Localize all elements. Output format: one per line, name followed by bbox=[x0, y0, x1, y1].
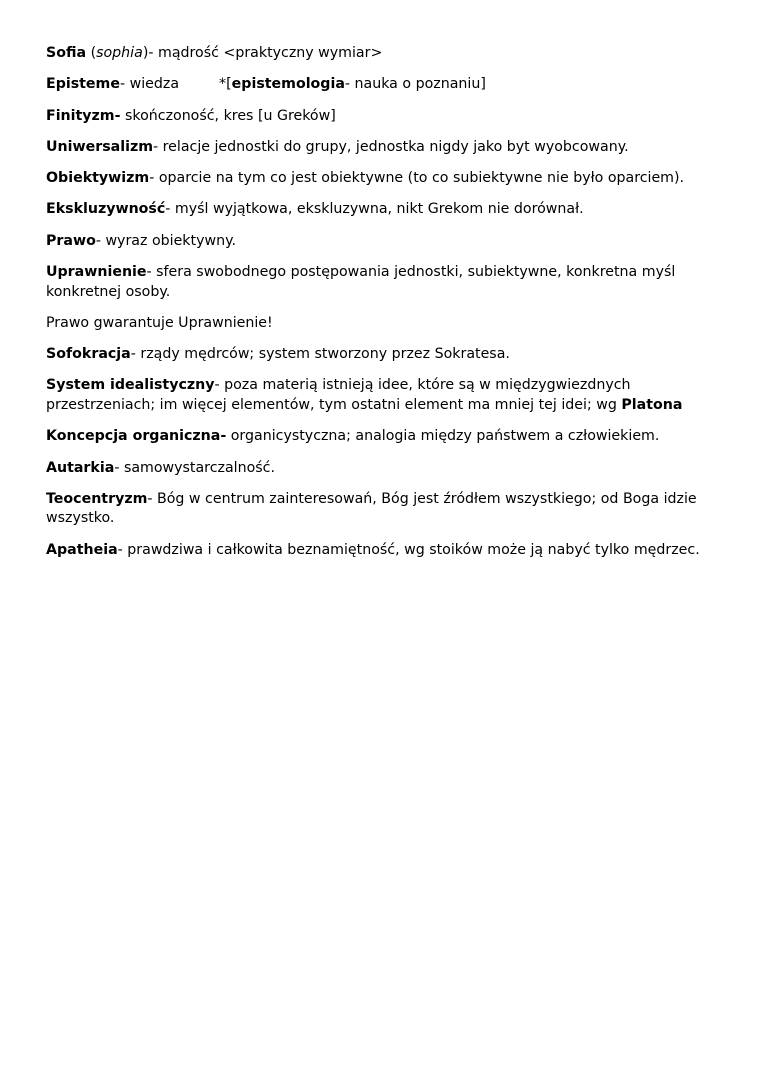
term: Koncepcja organiczna- bbox=[46, 428, 227, 445]
term: Prawo bbox=[46, 232, 96, 249]
entry-ekskluzywnosc bbox=[46, 200, 718, 220]
term: Uprawnienie bbox=[46, 264, 147, 281]
definition: - myśl wyjątkowa, ekskluzywna, nikt Grekom nie dorównał. bbox=[165, 201, 584, 218]
definition: - sfera swobodnego postępowania jednostki, subiektywne, konkretna myśl konkretnej osoby. bbox=[46, 264, 676, 300]
paren-close: ) bbox=[142, 45, 149, 61]
note-prefix: *[ bbox=[219, 76, 232, 93]
paren-open: ( bbox=[86, 45, 97, 61]
definition: - samowystarczalność. bbox=[114, 459, 275, 476]
term: Sofokracja bbox=[46, 346, 131, 363]
note-term: epistemologia bbox=[231, 76, 345, 93]
term: Sofia bbox=[46, 45, 87, 61]
definition: - poza materią istnieją idee, które są w międzygwiezdnych przestrzeniach; im więcej elementów, tym ostatni element ma mniej tej idei; wg bbox=[46, 377, 631, 413]
plain-text: Prawo gwarantuje Uprawnienie! bbox=[46, 314, 273, 331]
definition: skończoność, kres [u Greków] bbox=[120, 107, 336, 124]
term: Obiektywizm bbox=[46, 170, 150, 187]
entry-sofokracja bbox=[46, 345, 718, 365]
definition: - mądrość <praktyczny wymiar> bbox=[148, 45, 383, 61]
term: Uniwersalizm bbox=[46, 138, 153, 155]
term: Autarkia bbox=[46, 459, 115, 476]
entry-koncepcja-organiczna bbox=[46, 427, 718, 447]
definition: - Bóg w centrum zainteresowań, Bóg jest źródłem wszystkiego; od Boga idzie wszystko. bbox=[46, 490, 697, 527]
term: Teocentryzm bbox=[46, 490, 148, 507]
definition: - oparcie na tym co jest obiektywne (to co subiektywne nie było oparciem). bbox=[149, 170, 685, 187]
term: Finityzm- bbox=[46, 107, 121, 124]
definition: - relacje jednostki do grupy, jednostka nigdy jako byt wyobcowany. bbox=[153, 138, 629, 155]
entry-uprawnienie bbox=[46, 263, 718, 302]
entry-teocentryzm bbox=[46, 490, 718, 529]
definition: - prawdziwa i całkowita beznamiętność, wg stoików może ją nabyć tylko mędrzec. bbox=[117, 541, 700, 558]
entry-apatheia bbox=[46, 541, 718, 561]
term: Episteme bbox=[46, 76, 120, 93]
definition: - wiedza bbox=[119, 76, 180, 93]
term: Ekskluzywność bbox=[46, 201, 166, 218]
entry-episteme bbox=[46, 75, 718, 95]
trailing-bold: Platona bbox=[621, 396, 683, 413]
entry-finityzm bbox=[46, 107, 718, 127]
definition: - rządy mędrców; system stworzony przez Sokratesa. bbox=[130, 346, 510, 363]
term-italic: sophia bbox=[96, 45, 143, 61]
document-page bbox=[46, 44, 718, 572]
term: Apatheia bbox=[46, 541, 118, 558]
note-definition: - nauka o poznaniu] bbox=[344, 76, 486, 93]
definition: - wyraz obiektywny. bbox=[95, 232, 236, 249]
entry-prawo bbox=[46, 232, 718, 252]
entry-uniwersalizm bbox=[46, 138, 718, 158]
entry-system-idealistyczny bbox=[46, 376, 718, 415]
entry-obiektywizm bbox=[46, 169, 718, 189]
entry-prawo-gwarantuje bbox=[46, 314, 718, 334]
definition: organicystyczna; analogia między państwem a człowiekiem. bbox=[226, 428, 660, 445]
entry-autarkia bbox=[46, 459, 718, 479]
term: System idealistyczny bbox=[46, 377, 215, 394]
entry-sofia bbox=[46, 44, 718, 64]
